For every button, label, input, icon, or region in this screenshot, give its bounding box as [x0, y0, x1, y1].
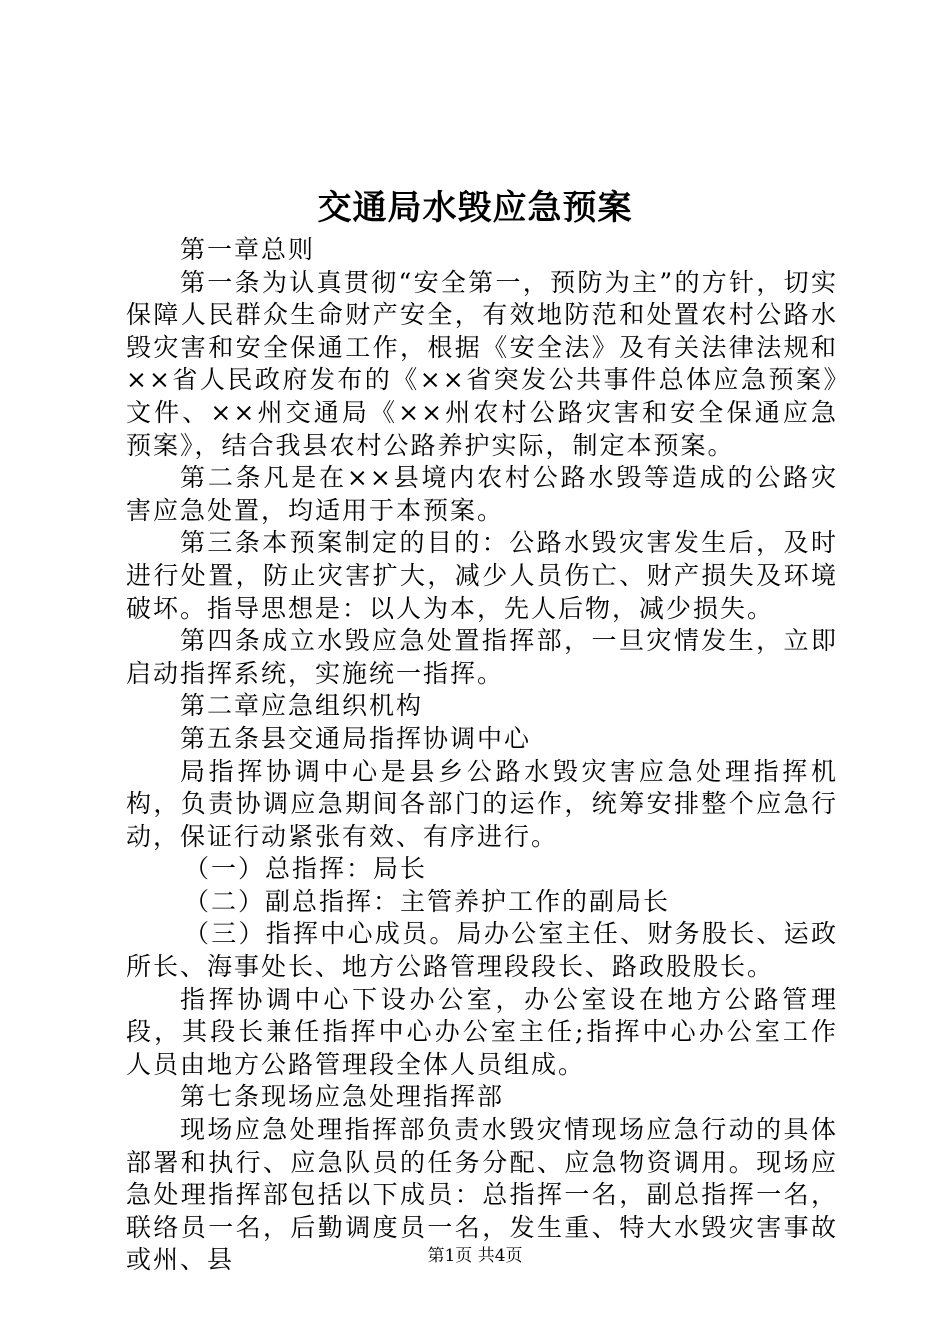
chapter-heading: 第二章应急组织机构	[180, 691, 424, 721]
paragraph: 现场应急处理指挥部负责水毁灾情现场应急行动的具体部署和执行、应急队员的任务分配、应急物资调用。现场应急处理指挥部包括以下成员：总指挥一名，副总指挥一名，联络员一名，后勤调度员一名，发生重、特大水毁灾害事故或州、县	[126, 1115, 838, 1275]
list-item: （二）副总指挥：主管养护工作的副局长	[184, 886, 671, 916]
paragraph: 指挥协调中心下设办公室，办公室设在地方公路管理段，其段长兼任指挥中心办公室主任;指挥中心办公室工作人员由地方公路管理段全体人员组成。	[126, 984, 838, 1079]
paragraph: 第二条凡是在××县境内农村公路水毁等造成的公路灾害应急处置，均适用于本预案。	[126, 463, 838, 525]
list-item: （一）总指挥：局长	[184, 854, 428, 884]
article-heading: 第七条现场应急处理指挥部	[180, 1082, 505, 1112]
paragraph: 第三条本预案制定的目的：公路水毁灾害发生后，及时进行处置，防止灾害扩大，减少人员伤亡、财产损失及环境破坏。指导思想是：以人为本，先人后物，减少损失。	[126, 528, 838, 623]
paragraph: 第一条为认真贯彻“安全第一，预防为主”的方针，切实保障人民群众生命财产安全，有效地防范和处置农村公路水毁灾害和安全保通工作，根据《安全法》及有关法律法规和××省人民政府发布的《××省突发公共事件总体应急预案》文件、××州交通局《××州农村公路灾害和安全保通应急预案》，结合我县农村公路养护实际，制定本预案。	[126, 267, 838, 460]
chapter-heading: 第一章总则	[180, 235, 316, 264]
page-footer: 第1页 共4页	[427, 1246, 523, 1266]
document-title: 交通局水毁应急预案	[317, 188, 633, 228]
article-heading: 第五条县交通局指挥协调中心	[180, 723, 532, 753]
document-body	[126, 234, 838, 1277]
paragraph: 第四条成立水毁应急处置指挥部，一旦灾情发生，立即启动指挥系统，实施统一指挥。	[126, 626, 838, 688]
paragraph: 局指挥协调中心是县乡公路水毁灾害应急处理指挥机构，负责协调应急期间各部门的运作，统筹安排整个应急行动，保证行动紧张有效、有序进行。	[126, 756, 838, 851]
list-item: （三）指挥中心成员。局办公室主任、财务股长、运政所长、海事处长、地方公路管理段段长、路政股股长。	[126, 919, 838, 982]
